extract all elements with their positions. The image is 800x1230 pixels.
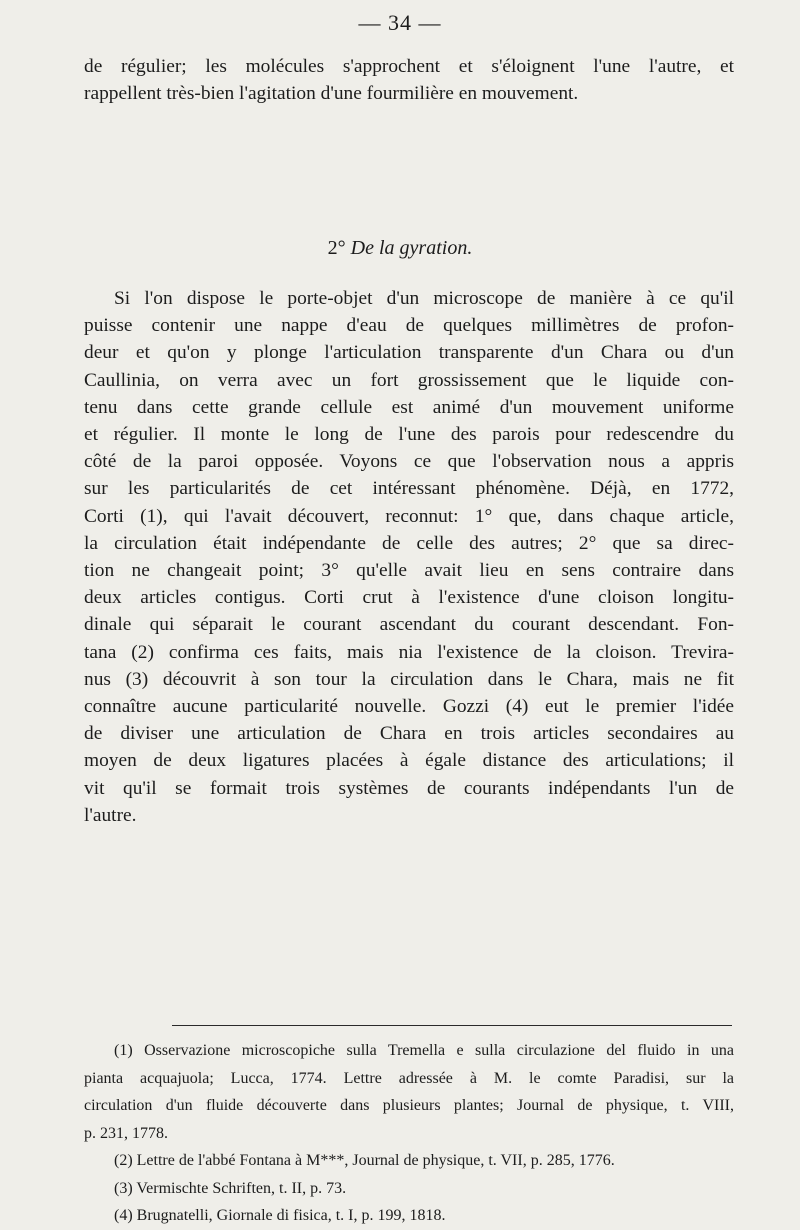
- intro-text: [84, 53, 734, 107]
- footnote-line: pianta acquajuola; Lucca, 1774. Lettre adressée à M. le comte Paradisi, sur la: [84, 1069, 734, 1087]
- paragraph-line: tion ne changeait point; 3° qu'elle avait lieu en sens contraire dans: [84, 560, 734, 582]
- footnote-line: circulation d'un fluide découverte dans plusieurs plantes; Journal de physique, t. VIII,: [84, 1097, 734, 1114]
- paragraph-line: dinale qui séparait le courant ascendant du courant descendant. Fon-: [84, 614, 734, 636]
- footnote-rule: [172, 1025, 732, 1026]
- page-number: — 34 —: [358, 10, 442, 35]
- paragraph-line: Si l'on dispose le porte-objet d'un microscope de manière à ce qu'il: [114, 288, 734, 309]
- paragraph-line: deux articles contigus. Corti crut à l'existence d'une cloison longitu-: [84, 587, 734, 609]
- footnotes: [84, 1037, 734, 1230]
- paragraph-line: tenu dans cette grande cellule est animé d'un mouvement uniforme: [84, 396, 734, 418]
- paragraph-line: nus (3) découvrit à son tour la circulation dans le Chara, mais ne fit: [84, 668, 734, 690]
- paragraph-line: vit qu'il se formait trois systèmes de courants indépendants l'un de: [84, 777, 734, 799]
- paragraph-line: Caullinia, on verra avec un fort grossissement que le liquide con-: [84, 369, 734, 391]
- paragraph-line: tana (2) confirma ces faits, mais nia l'existence de la cloison. Trevira-: [84, 641, 734, 663]
- paragraph-line: sur les particularités de cet intéressant phénomène. Déjà, en 1772,: [84, 478, 734, 500]
- intro-line: rappellent très-bien l'agitation d'une fourmilière en mouvement.: [84, 83, 579, 105]
- footnote-line: (3) Vermischte Schriften, t. II, p. 73.: [114, 1179, 347, 1197]
- section-number: 2°: [327, 237, 346, 259]
- section-title-text: De la gyration.: [350, 237, 473, 259]
- paragraph-line: moyen de deux ligatures placées à égale distance des articulations; il: [84, 750, 734, 772]
- paragraph-line: puisse contenir une nappe d'eau de quelques millimètres de profon-: [84, 315, 734, 337]
- footnote-line: (4) Brugnatelli, Giornale di fisica, t. I, p. 199, 1818.: [114, 1207, 446, 1224]
- section-title: [0, 237, 800, 260]
- paragraph-line: côté de la paroi opposée. Voyons ce que l'observation nous a appris: [84, 451, 734, 473]
- paragraph-line: la circulation était indépendante de celle des autres; 2° que sa direc-: [84, 532, 734, 554]
- paragraph-line: de diviser une articulation de Chara en trois articles secondaires au: [84, 723, 734, 745]
- footnote-line: (2) Lettre de l'abbé Fontana à M***, Journal de physique, t. VII, p. 285, 1776.: [114, 1152, 615, 1169]
- paragraph-line: et régulier. Il monte le long de l'une des parois pour redescendre du: [84, 424, 734, 446]
- paragraph-line: Corti (1), qui l'avait découvert, reconnut: 1° que, dans chaque article,: [84, 505, 734, 527]
- paragraph-line: connaître aucune particularité nouvelle. Gozzi (4) eut le premier l'idée: [84, 696, 734, 718]
- footnote-line: p. 231, 1778.: [84, 1124, 168, 1142]
- footnote-line: (1) Osservazione microscopiche sulla Tremella e sulla circulazione del fluido in una: [114, 1042, 734, 1059]
- intro-line: de régulier; les molécules s'approchent et s'éloignent l'une l'autre, et: [84, 56, 734, 77]
- paragraph-line: deur et qu'on y plonge l'articulation transparente d'un Chara ou d'un: [84, 342, 734, 364]
- paragraph-line: l'autre.: [84, 804, 137, 826]
- main-paragraph: [84, 285, 734, 829]
